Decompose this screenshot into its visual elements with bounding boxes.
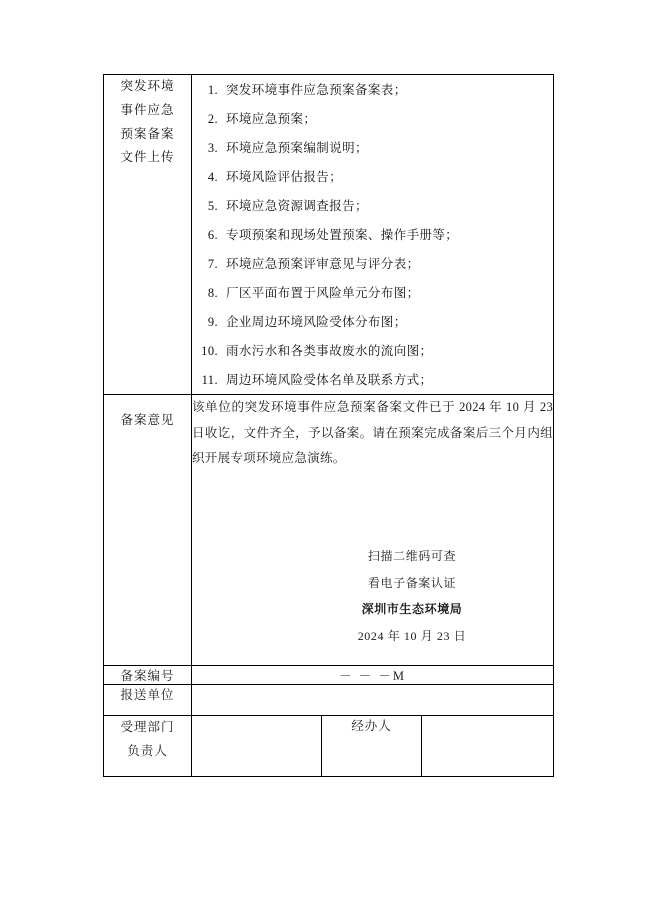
opinion-section-label: 备案意见 [104, 395, 192, 666]
list-item-number: 11. [201, 372, 218, 387]
acceptance-label-line-2: 负责人 [127, 743, 168, 758]
list-item [192, 75, 553, 104]
acceptance-department-label [104, 716, 192, 777]
list-item-label: 环境应急预案评审意见与评分表； [226, 256, 420, 271]
issuing-organization: 深圳市生态环境局 [361, 602, 463, 617]
list-item-number: 6. [207, 227, 218, 242]
list-item [192, 220, 553, 249]
acceptance-department-value[interactable] [192, 716, 322, 777]
upload-label-line-2: 事件应急 [120, 102, 175, 117]
list-item-number: 3. [207, 140, 218, 155]
list-item-label: 突发环境事件应急预案备案表； [226, 82, 407, 97]
list-item-number: 9. [207, 314, 218, 329]
report-unit-value[interactable] [192, 685, 554, 716]
list-item [192, 307, 553, 336]
list-item-label: 环境应急资源调查报告； [226, 198, 368, 213]
qr-note-line-2: 看电子备案认证 [367, 575, 457, 590]
list-item-number: 5. [207, 198, 218, 213]
qr-note-line-1: 扫描二维码可查 [367, 549, 457, 564]
handler-value[interactable] [422, 716, 554, 777]
report-unit-label: 报送单位 [104, 685, 192, 716]
list-item-number: 8. [207, 285, 218, 300]
list-item-label: 环境应急预案； [226, 111, 317, 126]
issue-date: 2024 年 10 月 23 日 [357, 628, 467, 643]
upload-label-line-4: 文件上传 [120, 150, 175, 165]
upload-file-list-cell [192, 75, 554, 395]
report-unit-row [104, 685, 554, 716]
list-item-label: 环境应急预案编制说明； [226, 140, 368, 155]
opinion-text: 该单位的突发环境事件应急预案备案文件已于 2024 年 10 月 23 日收讫，文件齐全，予以备案。请在预案完成备案后三个月内组织开展专项环境应急演练。 [192, 400, 554, 466]
upload-label-line-1: 突发环境 [120, 79, 175, 93]
list-item-number: 7. [207, 256, 218, 271]
list-item-label: 企业周边环境风险受体分布图； [226, 314, 407, 329]
record-number-row [104, 666, 554, 685]
list-item-number: 2. [207, 111, 218, 126]
signature-block [297, 543, 527, 649]
list-item-label: 专项预案和现场处置预案、操作手册等； [226, 227, 459, 242]
upload-file-list [192, 75, 553, 394]
list-item [192, 336, 553, 365]
opinion-section-cell [192, 395, 554, 666]
list-item-label: 雨水污水和各类事故废水的流向图； [226, 343, 433, 358]
upload-section-label [104, 75, 192, 395]
list-item-label: 厂区平面布置于风险单元分布图； [226, 285, 420, 300]
acceptance-row [104, 716, 554, 777]
list-item [192, 133, 553, 162]
acceptance-label-line-1: 受理部门 [120, 720, 175, 734]
record-form-table [103, 74, 554, 777]
list-item [192, 365, 553, 394]
opinion-section-row [104, 395, 554, 666]
list-item [192, 278, 553, 307]
list-item [192, 162, 553, 191]
list-item-number: 4. [207, 169, 218, 184]
upload-label-line-3: 预案备案 [120, 126, 175, 141]
record-number-value[interactable]: － － －M [192, 666, 554, 685]
handler-label: 经办人 [322, 716, 422, 777]
list-item-label: 环境风险评估报告； [226, 169, 343, 184]
list-item [192, 249, 553, 278]
record-number-label: 备案编号 [104, 666, 192, 685]
list-item-label: 周边环境风险受体名单及联系方式； [226, 372, 433, 387]
list-item-number: 10. [201, 343, 218, 358]
upload-section-row [104, 75, 554, 395]
list-item [192, 191, 553, 220]
list-item [192, 104, 553, 133]
list-item-number: 1. [207, 82, 218, 97]
